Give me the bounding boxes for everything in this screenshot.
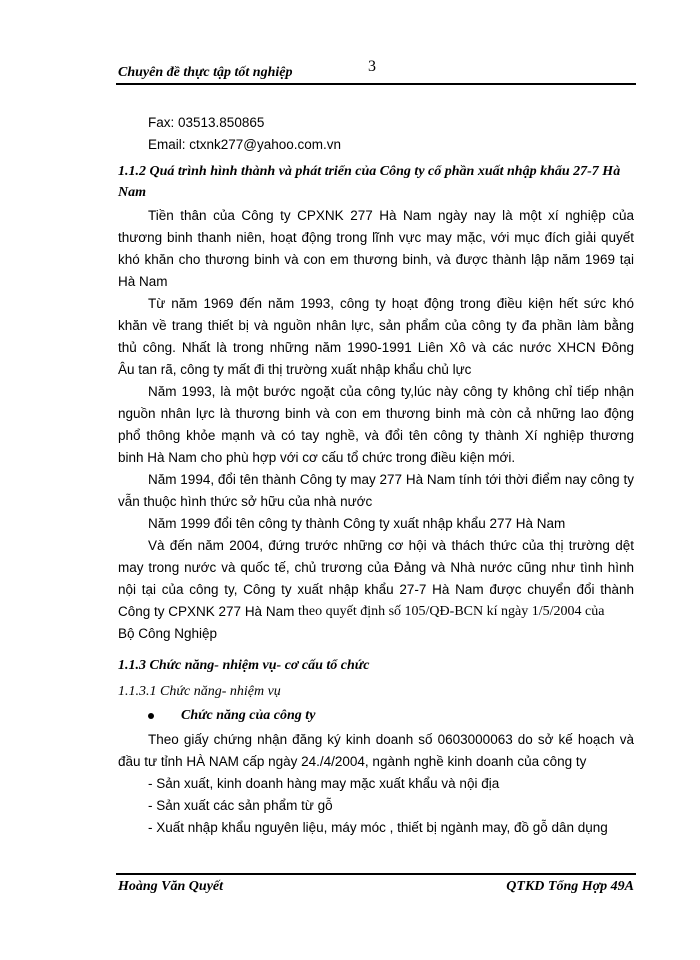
bullet-icon — [148, 713, 154, 719]
section-113-heading: 1.1.3 Chức năng- nhiệm vụ- cơ cấu tổ chức — [118, 658, 370, 673]
section-112-heading-cont: Nam — [118, 185, 146, 200]
header-divider — [116, 83, 636, 85]
paragraph-line: nội tại của công ty, Công ty xuất nhập khẩu 27-7 Hà Nam được chuyển đổi thành — [118, 582, 634, 597]
paragraph-line: may trong nước và quốc tế, chủ trương của Đảng và Nhà nước cũng như tình hình — [118, 560, 634, 575]
paragraph-line: Từ năm 1969 đến năm 1993, công ty hoạt động trong điều kiện hết sức khó — [148, 296, 634, 311]
paragraph-line: Tiền thân của Công ty CPXNK 277 Hà Nam ngày nay là một xí nghiệp của — [148, 208, 634, 223]
paragraph-line: khó khăn cho thương binh và con em thương binh, và được thành lập năm 1969 tại — [118, 252, 634, 267]
paragraph-line: Năm 1993, là một bước ngoặt của công ty,lúc này công ty không chỉ tiếp nhận — [148, 384, 634, 399]
paragraph-line: Và đến năm 2004, đứng trước những cơ hội và thách thức của thị trường dệt — [148, 538, 634, 553]
paragraph-line: Âu tan rã, công ty mất đi thị trường xuất nhập khẩu chủ lực — [118, 362, 472, 377]
header-title: Chuyên đề thực tập tốt nghiệp — [118, 65, 293, 80]
paragraph-line: vẫn thuộc hình thức sở hữu của nhà nước — [118, 494, 373, 509]
footer-author: Hoàng Văn Quyết — [118, 879, 224, 894]
paragraph-line: khăn về trang thiết bị và nguồn nhân lực, sản phẩm của công ty đa phần làm bằng — [118, 318, 634, 333]
email-line: Email: ctxnk277@yahoo.com.vn — [148, 137, 342, 152]
paragraph-line: Năm 1999 đổi tên công ty thành Công ty xuất nhập khẩu 277 Hà Nam — [148, 516, 566, 531]
section-112-heading: 1.1.2 Quá trình hình thành và phát triển của Công ty cổ phần xuất nhập khẩu 27-7 Hà — [118, 164, 621, 179]
list-item: - Xuất nhập khẩu nguyên liệu, máy móc , thiết bị ngành may, đồ gỗ dân dụng — [148, 820, 608, 835]
list-item: - Sản xuất, kinh doanh hàng may mặc xuất khẩu và nội địa — [148, 776, 500, 791]
paragraph-line: Công ty CPXNK 277 Hà Nam — [118, 604, 295, 619]
paragraph-line: Hà Nam — [118, 274, 168, 289]
paragraph-line: Bộ Công Nghiệp — [118, 626, 218, 641]
footer-divider — [116, 873, 636, 875]
list-item: - Sản xuất các sản phẩm từ gỗ — [148, 798, 333, 813]
footer-class: QTKD Tổng Hợp 49A — [506, 879, 634, 894]
paragraph-line: binh Hà Nam cho phù hợp với cơ cấu tổ chức trong điều kiện mới. — [118, 450, 516, 465]
subsection-heading: 1.1.3.1 Chức năng- nhiệm vụ — [118, 684, 281, 699]
paragraph-line: nguồn nhân lực là thương binh và con em thương binh mà còn cả những lao động — [118, 406, 634, 421]
paragraph-line: phổ thông khỏe mạnh và có tay nghề, và đổi tên công ty thành Xí nghiệp thương — [118, 428, 634, 443]
bullet-heading: Chức năng của công ty — [181, 708, 316, 723]
paragraph-line: thương binh thanh niên, hoạt động trong lĩnh vực may mặc, với mục đích giải quyết — [118, 230, 634, 245]
paragraph-line: theo quyết định số 105/QĐ-BCN kí ngày 1/5/2004 của — [298, 604, 605, 619]
paragraph-line: đầu tư tỉnh HÀ NAM cấp ngày 24./4/2004, ngành nghề kinh doanh của công ty — [118, 754, 587, 769]
fax-line: Fax: 03513.850865 — [148, 115, 265, 130]
page-number: 3 — [368, 58, 376, 75]
paragraph-line: thủ công. Nhất là trong những năm 1990-1991 Liên Xô và các nước XHCN Đông — [118, 340, 634, 355]
paragraph-line: Theo giấy chứng nhận đăng ký kinh doanh số 0603000063 do sở kế hoạch và — [148, 732, 634, 747]
paragraph-line: Năm 1994, đổi tên thành Công ty may 277 Hà Nam tính tới thời điểm nay công ty — [148, 472, 634, 487]
